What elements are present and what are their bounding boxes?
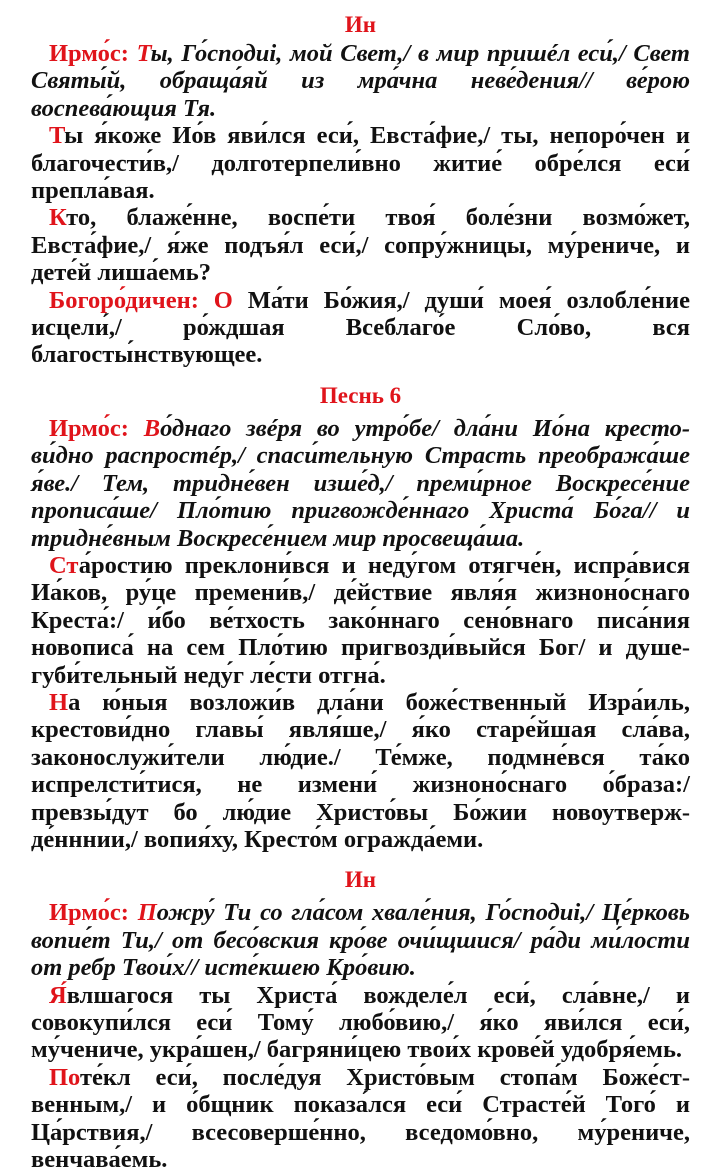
- troparion-initial: Т: [49, 122, 65, 150]
- troparion-text: те́кл еси́, после́дуя Христо́вым стопа́м Боже́ст-венным,/ и о́бщник показа́лся еси́ Страсте́й Того́ и Ца́рствия,/ всесоверше́нно, вседомо́вно, му́рениче, венчава́емь.: [31, 1063, 690, 1173]
- troparion-initial: Я: [49, 981, 67, 1009]
- irmos-text: ы, Го́сподиi, мой Свет,/ в мир пришéл еси́,/ Свет Святы́й, обраща́яй из мра́чна неве́дения// ве́рою воспева́ющия Тя.: [31, 40, 690, 122]
- troparion-initial: К: [49, 204, 67, 232]
- troparion-text: а́ростию преклони́вся и неду́гом отягче́н, испра́вися Иа́ков, ру́це премени́в,/ де́йствие явля́я жизноно́снаго Креста́:/ и́бо ве́тхость зако́ннаго сено́внаго писа́ния новописа́ на сем Пло́тию пригвозди́выйся Бог/ и душе-губи́тельный неду́г ле́сти отгна́.: [31, 551, 690, 689]
- heading-ode-6: Песнь 6: [319, 382, 402, 408]
- troparion: [31, 552, 690, 689]
- troparion-text: то, блаже́нне, воспе́ти твоя́ боле́зни возмо́жет, Евста́фие,/ я́же подъя́л еси́,/ сопру́жницы, му́рениче, и дете́й лиша́емь?: [31, 204, 690, 287]
- theotokion-initial: О: [213, 286, 233, 314]
- troparion: [31, 122, 690, 204]
- troparion: [31, 982, 690, 1064]
- irmos-label: Ирмо́с:: [49, 40, 137, 67]
- troparion-text: ы я́коже Ио́в яви́лся еси́, Евста́фие,/ ты, непоро́чен и благочести́в,/ долготерпели́вно житие́ обре́лся еси́ препла́вая.: [31, 122, 690, 205]
- troparion-text: а ю́ныя возложи́в дла́ни боже́ственный Изра́иль, крестови́дно главы́ явля́ше,/ я́ко старе́йшая сла́ва, законослужи́тели лю́дие./ Те́мже, подмне́вся та́ко испрелсти́тися, не измени́ жизноно́снаго о́браза:/ превзы́дут бо лю́дие Христо́вы Бо́жии новоутверж-де́нннии,/ вопия́ху, Кресто́м огражда́еми.: [31, 688, 690, 853]
- troparion-text: ́влшагося ты Христа́ вожделе́л еси́, сла́вне,/ и совокупи́лся еси́ Тому́ любо́вию,/ я́ко яви́лся еси́, му́чениче, укра́шен,/ багряни́цею твои́х крове́й удобря́емь.: [31, 981, 690, 1064]
- troparion-initial: Н: [49, 688, 69, 716]
- irmos-3: [31, 899, 690, 981]
- troparion: [31, 689, 690, 853]
- troparion-initial: Ст: [49, 551, 79, 579]
- irmos-initial: В: [143, 414, 161, 442]
- irmos-initial: Т: [136, 40, 151, 67]
- irmos-text: ожру́ Ти со гла́сом хвале́ния, Го́сподиi,/ Це́рковь вопие́т Ти,/ от бесо́вския кро́ве очи́щшися/ ра́ди ми́лости от ребр Твои́х// исте́кшею Кро́вию.: [31, 899, 690, 982]
- theotokion: [31, 287, 690, 369]
- troparion: [31, 1064, 690, 1173]
- heading-in-2: Ин: [344, 867, 377, 893]
- irmos-text: о́днаго звéря во утро́бе/ дла́ни Ио́на кресто-ви́дно распростéр,/ спаси́тельную Страсть преобража́ше я́ве./ Тем, тридне́вен изше́д,/ преми́рное Воскресе́ние прописа́ше/ Пло́тию пригвожде́ннаго Христа́ Бо́га// и тридне́вным Воскресе́нием мир просвеща́ша.: [31, 414, 690, 552]
- irmos-initial: П: [137, 899, 157, 927]
- irmos-label: Ирмо́с:: [49, 414, 144, 442]
- theotokion-label: Богоро́дичен:: [49, 286, 214, 314]
- theotokion-text: Ма́ти Бо́жия,/ души́ моея́ озлобле́ние исцели́,/ ро́ждшая Всеблаго́е Сло́во, вся благосты́нствующее.: [31, 286, 690, 369]
- irmos-label: Ирмо́с:: [49, 899, 138, 927]
- troparion-initial: По: [49, 1063, 80, 1091]
- irmos-1: [31, 40, 690, 122]
- heading-in-1: Ин: [344, 12, 377, 37]
- troparion: [31, 204, 690, 286]
- irmos-2: [31, 415, 690, 552]
